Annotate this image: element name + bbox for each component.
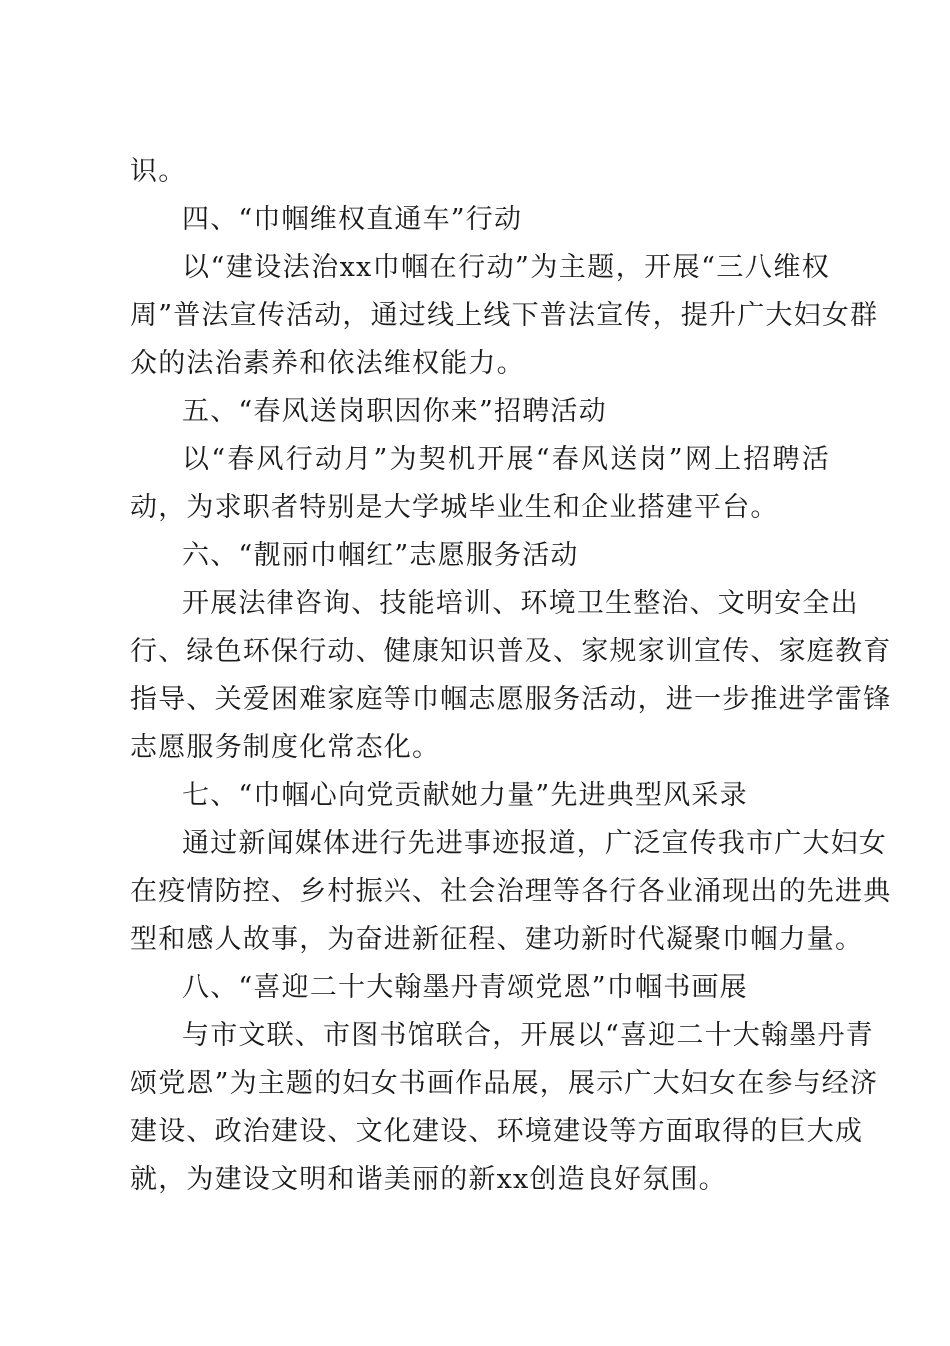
- paragraph-line: 通过新闻媒体进行先进事迹报道，广泛宣传我市广大妇女: [182, 828, 887, 859]
- paragraph-line: 众的法治素养和依法维权能力。: [130, 348, 525, 379]
- paragraph-line: 以“春风行动月”为契机开展“春风送岗”网上招聘活: [182, 444, 830, 475]
- paragraph-line: 指导、关爱困难家庭等巾帼志愿服务活动，进一步推进学雷锋: [130, 684, 892, 715]
- paragraph-line: 型和感人故事，为奋进新征程、建功新时代凝聚巾帼力量。: [130, 924, 864, 955]
- text-line: 识。: [130, 156, 187, 187]
- section-heading-8: 八、“喜迎二十大翰墨丹青颂党恩”巾帼书画展: [182, 972, 748, 1003]
- paragraph-line: 建设、政治建设、文化建设、环境建设等方面取得的巨大成: [130, 1116, 864, 1147]
- paragraph-line: 就，为建设文明和谐美丽的新xx创造良好氛围。: [130, 1164, 727, 1195]
- paragraph-line: 与市文联、市图书馆联合，开展以“喜迎二十大翰墨丹青: [182, 1020, 874, 1051]
- document-body: [130, 148, 892, 1204]
- paragraph-line: 以“建设法治xx巾帼在行动”为主题，开展“三八维权: [182, 252, 830, 283]
- paragraph-line: 行、绿色环保行动、健康知识普及、家规家训宣传、家庭教育: [130, 636, 892, 667]
- section-heading-6: 六、“靓丽巾帼红”志愿服务活动: [182, 540, 579, 571]
- section-heading-7: 七、“巾帼心向党贡献她力量”先进典型风采录: [182, 780, 748, 811]
- paragraph-line: 在疫情防控、乡村振兴、社会治理等各行各业涌现出的先进典: [130, 876, 892, 907]
- paragraph-line: 周”普法宣传活动，通过线上线下普法宣传，提升广大妇女群: [130, 300, 879, 331]
- section-heading-5: 五、“春风送岗职因你来”招聘活动: [182, 396, 607, 427]
- paragraph-line: 志愿服务制度化常态化。: [130, 732, 441, 763]
- paragraph-line: 开展法律咨询、技能培训、环境卫生整治、文明安全出: [182, 588, 859, 619]
- section-heading-4: 四、“巾帼维权直通车”行动: [182, 204, 523, 235]
- paragraph-line: 动，为求职者特别是大学城毕业生和企业搭建平台。: [130, 492, 779, 523]
- paragraph-line: 颂党恩”为主题的妇女书画作品展，展示广大妇女在参与经济: [130, 1068, 879, 1099]
